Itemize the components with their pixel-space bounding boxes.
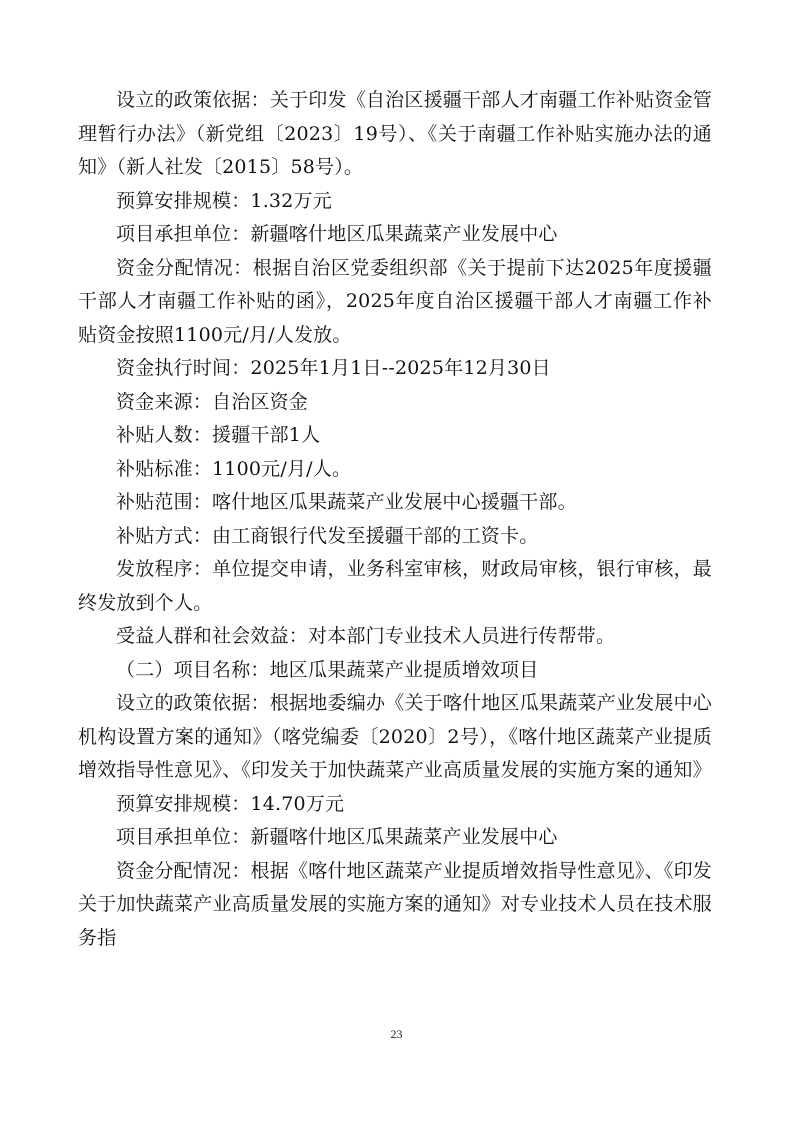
paragraph-subsidy-method: 补贴方式：由工商银行代发至援疆干部的工资卡。 [116, 524, 539, 547]
document-body [78, 84, 712, 955]
paragraph-subsidy-standard: 补贴标准：1100元/月/人。 [116, 457, 352, 480]
paragraph-policy-basis-1: 设立的政策依据：关于印发《自治区援疆干部人才南疆工作补贴资金管理暂行办法》（新党组〔2023〕19号）、《关于南疆工作补贴实施办法的通知》（新人社发〔2015〕58号）。 [78, 89, 712, 178]
paragraph-undertaking-unit-2: 项目承担单位：新疆喀什地区瓜果蔬菜产业发展中心 [116, 826, 558, 848]
paragraph-subsidy-count: 补贴人数：援疆干部1人 [116, 424, 321, 446]
paragraph-budget-scale-2: 预算安排规模：14.70万元 [116, 792, 345, 815]
page-number: 23 [390, 1027, 403, 1041]
paragraph-subsidy-scope: 补贴范围：喀什地区瓜果蔬菜产业发展中心援疆干部。 [116, 491, 577, 513]
paragraph-payment-procedure: 发放程序：单位提交申请，业务科室审核，财政局审核，银行审核，最终发放到个人。 [78, 558, 712, 614]
paragraph-beneficiaries: 受益人群和社会效益：对本部门专业技术人员进行传帮带。 [116, 625, 616, 647]
paragraph-execution-time: 资金执行时间：2025年1月1日--2025年12月30日 [116, 357, 551, 379]
paragraph-budget-scale-1: 预算安排规模：1.32万元 [116, 189, 332, 212]
paragraph-policy-basis-2: 设立的政策依据：根据地委编办《关于喀什地区瓜果蔬菜产业发展中心机构设置方案的通知》（喀党编委〔2020〕2号），《喀什地区蔬菜产业提质增效指导性意见》、《印发关于加快蔬菜产业高质量发展的实施方案的通知》 [78, 692, 712, 781]
paragraph-fund-allocation-2: 资金分配情况：根据《喀什地区蔬菜产业提质增效指导性意见》、《印发关于加快蔬菜产业高质量发展的实施方案的通知》对专业技术人员在技术服务指 [78, 859, 712, 949]
paragraph-fund-source: 资金来源：自治区资金 [116, 390, 309, 413]
section-heading-project-2: （二）项目名称：地区瓜果蔬菜产业提质增效项目 [116, 658, 539, 681]
paragraph-fund-allocation-1: 资金分配情况：根据自治区党委组织部《关于提前下达2025年度援疆干部人才南疆工作补贴的函》，2025年度自治区援疆干部人才南疆工作补贴资金按照1100元/月/人发放。 [78, 256, 712, 346]
paragraph-undertaking-unit-1: 项目承担单位：新疆喀什地区瓜果蔬菜产业发展中心 [116, 223, 558, 245]
